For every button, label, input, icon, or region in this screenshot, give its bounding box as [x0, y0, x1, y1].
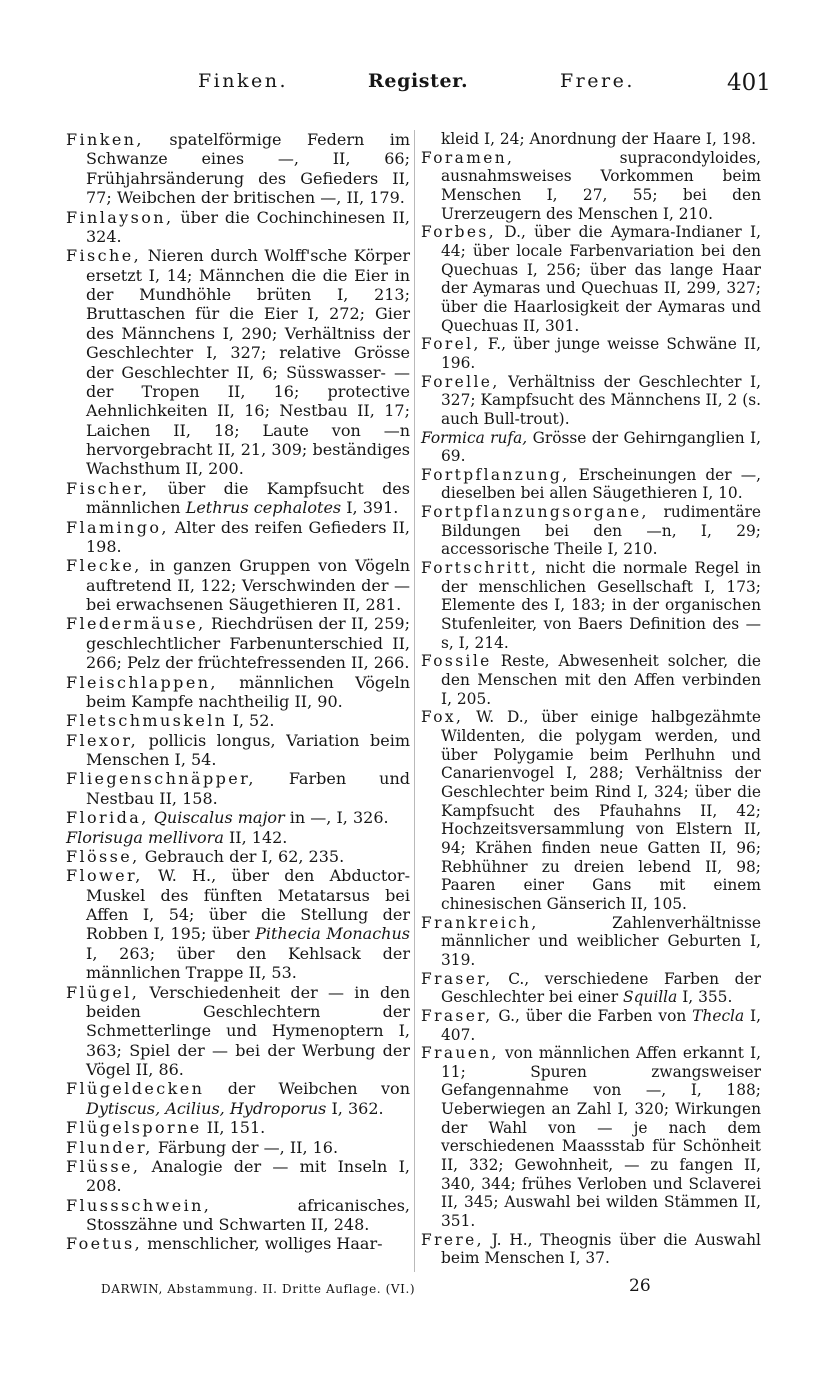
entry-headword: Foetus, — [66, 1234, 143, 1254]
entry-text: spatelförmige Federn im Schwanze eines —, II, 66; Frühjahrsänderung des Gefieders II, 77; Weibchen der britischen —, II, 179. — [86, 130, 410, 208]
page-number: 401 — [727, 70, 771, 96]
entry-text: Zahlenverhältnisse männlicher und weiblicher Geburten I, 319. — [441, 913, 761, 969]
entry-headword: Fox, — [421, 708, 464, 727]
signature-mark: 26 — [629, 1276, 651, 1296]
entry-text: C., verschiedene Farben der Geschlechter bei einer — [441, 969, 761, 1007]
entry-text: G., über die Farben von — [498, 1006, 687, 1025]
entry-text: supracondyloides, ausnahmsweises Vorkommen beim Menschen I, 27, 55; bei den Urerzeugern des Menschen I, 210. — [441, 148, 761, 223]
index-entry — [66, 769, 410, 808]
entry-text: I, 52. — [232, 711, 275, 731]
entry-text: über die Kampfsucht des männlichen — [86, 478, 410, 518]
index-entry — [421, 429, 761, 466]
entry-text: africanisches, Stosszähne und Schwarten II, 248. — [86, 1195, 410, 1234]
entry-text: Grösse der Gehirnganglien I, 69. — [441, 428, 761, 466]
running-head-title: Register. — [368, 70, 469, 92]
entry-text: Farben und Nestbau II, 158. — [86, 769, 410, 808]
entry-text-tail: I, 407. — [441, 1006, 761, 1044]
entry-text: männlichen Vögeln beim Kampfe nachtheilig II, 90. — [86, 672, 410, 711]
index-entry — [421, 1231, 761, 1268]
entry-headword: Flösse, — [66, 846, 140, 866]
entry-text: menschlicher, wolliges Haar- — [147, 1234, 383, 1254]
entry-headword: Fletschmuskeln — [66, 711, 228, 731]
entry-headword: Fraser, — [421, 969, 493, 988]
running-head-left: Finken. — [198, 70, 289, 92]
index-entry — [66, 847, 410, 866]
entry-text-tail: I, 391. — [346, 498, 399, 518]
index-entry — [66, 518, 410, 557]
index-entry — [66, 1157, 410, 1196]
index-entry — [66, 208, 410, 247]
entry-text: nicht die normale Regel in der menschlichen Gesellschaft I, 173; Elemente des I, 183; in der organischen Stufenleiter, von Baers Definition des —s, I, 214. — [441, 559, 761, 652]
entry-headword: Flexor, — [66, 730, 139, 750]
entry-headword: Flamingo, — [66, 517, 169, 537]
entry-text-tail: I, 355. — [682, 988, 733, 1007]
entry-headword: Forel, — [421, 335, 481, 354]
footer-imprint: DARWIN, Abstammung. II. Dritte Auflage. (VI.) — [101, 1282, 416, 1296]
entry-text-tail: I, 263; über den Kehlsack der männlichen Trappe II, 53. — [86, 943, 410, 983]
index-entry — [421, 130, 761, 149]
index-entry — [66, 1079, 410, 1118]
index-entry — [66, 246, 410, 479]
index-entry — [421, 914, 761, 970]
entry-italic: Squilla — [623, 988, 678, 1007]
index-entry — [66, 808, 410, 827]
entry-headword: Frankreich, — [421, 913, 539, 932]
entry-italic: Thecla — [692, 1006, 745, 1025]
entry-headword: Forelle, — [421, 372, 500, 391]
index-entry — [421, 652, 761, 708]
entry-text-tail: in —, I, 326. — [289, 808, 389, 828]
index-entry — [66, 556, 410, 614]
entry-text: von männlichen Affen erkannt I, 11; Spuren zwangsweiser Gefangennahme von —, I, 188; Ueberwiegen an Zahl I, 320; Wirkungen der Wahl von — je nach dem verschiedenen Maassstab für Schönheit II, 332; Gewohnheit, — zu fangen II, 340, 344; frühes Verloben und Sclaverei II, 345; Auswahl bei wilden Stämmen II, 351. — [441, 1044, 761, 1231]
entry-text: Reste, Abwesenheit solcher, die den Menschen mit den Affen verbinden I, 205. — [441, 652, 761, 708]
index-entry — [421, 559, 761, 652]
entry-italic: Pithecia Monachus — [255, 924, 410, 944]
entry-text: Analogie der — mit Inseln I, 208. — [86, 1156, 410, 1196]
index-entry — [66, 711, 410, 730]
entry-headword: Flecke, — [66, 556, 142, 576]
index-entry — [421, 149, 761, 224]
index-entry — [421, 373, 761, 429]
entry-text: Verschiedenheit der — in den beiden Geschlechtern der Schmetterlinge und Hymenoptern I, 363; Spiel der — bei der Werbung der Vögel II, 86. — [86, 982, 410, 1079]
index-entry — [66, 983, 410, 1080]
entry-headword: Flügeldecken — [66, 1079, 205, 1099]
index-entry — [66, 479, 410, 518]
entry-headword: Fortschritt, — [421, 559, 539, 578]
index-entry — [66, 731, 410, 770]
entry-headword: Flügel, — [66, 982, 140, 1002]
entry-text: II, 151. — [206, 1118, 266, 1138]
index-entry — [66, 1234, 410, 1253]
entry-headword: Foramen, — [421, 148, 515, 167]
entry-italic: Lethrus cephalotes — [185, 498, 342, 518]
index-entry — [421, 1007, 761, 1044]
column-divider — [414, 130, 415, 1272]
index-column-left — [66, 130, 410, 1254]
entry-text: Alter des reifen Gefieders II, 198. — [86, 517, 410, 556]
index-entry — [66, 130, 410, 208]
entry-text: pollicis longus, Variation beim Menschen I, 54. — [86, 730, 410, 769]
entry-text: der Weibchen von — [227, 1079, 410, 1099]
entry-headword-italic: Florisuga mellivora — [66, 827, 224, 847]
entry-text: Verhältniss der Geschlechter I, 327; Kampfsucht des Männchens II, 2 (s. auch Bull-trout). — [441, 372, 761, 428]
entry-headword-italic: Formica rufa, — [421, 428, 528, 447]
index-entry — [421, 970, 761, 1007]
entry-headword: Fledermäuse, — [66, 614, 206, 634]
entry-headword: Fleischlappen, — [66, 672, 218, 692]
entry-text: rudimentäre Bildungen bei den —n, I, 29; accessorische Theile I, 210. — [441, 503, 761, 559]
running-head-right: Frere. — [560, 70, 635, 92]
entry-text-tail: I, 362. — [331, 1098, 384, 1118]
entry-headword: Finlayson, — [66, 207, 174, 227]
entry-text: Erscheinungen der —, dieselben bei allen Säugethieren I, 10. — [441, 465, 761, 503]
entry-italic: Quiscalus major — [153, 808, 285, 828]
index-entry — [421, 466, 761, 503]
entry-headword: Fraser, — [421, 1006, 493, 1025]
entry-headword: Flunder, — [66, 1137, 153, 1157]
entry-text: W. H., über den Abductor-Muskel des fünften Metatarsus bei Affen I, 54; über die Stellung der Robben I, 195; über — [86, 866, 410, 944]
index-entry — [421, 503, 761, 559]
entry-headword: Flügelsporne — [66, 1118, 202, 1138]
index-entry — [66, 1118, 410, 1137]
index-entry — [66, 614, 410, 672]
index-entry — [421, 335, 761, 372]
index-entry — [421, 1044, 761, 1231]
entry-text: Gebrauch der I, 62, 235. — [144, 846, 345, 866]
index-entry — [66, 828, 410, 847]
entry-headword: Fossile — [421, 652, 492, 671]
entry-headword: Flüsse, — [66, 1156, 141, 1176]
index-entry — [66, 866, 410, 982]
entry-italic: Dytiscus, Acilius, Hydroporus — [86, 1098, 327, 1118]
index-entry — [66, 1196, 410, 1235]
entry-headword: Fische, — [66, 246, 142, 266]
entry-headword: Flower, — [66, 866, 143, 886]
entry-text: Nieren durch Wolff'sche Körper ersetzt I, 14; Männchen die die Eier in der Mundhöhle brüten I, 213; Bruttaschen für die Eier I, 272; Gier des Männchens I, 290; Verhältniss der Geschlechter I, 327; relative Grösse der Geschlechter II, 6; Süsswasser- — der Tropen II, 16; protective Aehnlichkeiten II, 16; Nestbau II, 17; Laichen II, 18; Laute von —n hervorgebracht II, 21, 309; beständiges Wachsthum II, 200. — [86, 246, 410, 479]
entry-text: W. D., über einige halbgezähmte Wildenten, die polygam werden, und über Polygamie beim Perlhuhn und Canarienvogel I, 288; Verhältniss der Geschlechter beim Rind I, 324; über die Kampfsucht des Pfauhahns II, 42; Hochzeitsversammlung von Elstern II, 94; Krähen finden neue Gatten II, 96; Rebhühner zu dreien lebend II, 98; Paaren einer Gans mit einem chinesischen Gänserich II, 105. — [441, 708, 761, 913]
entry-headword: Florida, — [66, 808, 149, 828]
entry-headword: Flussschwein, — [66, 1195, 212, 1215]
entry-text: Riechdrüsen der II, 259; geschlechtlicher Farbenunterschied II, 266; Pelz der früchtefressenden II, 266. — [86, 614, 410, 673]
index-entry — [421, 708, 761, 913]
entry-headword: Fortpflanzung, — [421, 465, 570, 484]
entry-text: kleid I, 24; Anordnung der Haare I, 198. — [441, 130, 757, 148]
entry-text: D., über die Aymara-Indianer I, 44; über locale Farbenvariation bei den Quechuas I, 256; über das lange Haar der Aymaras und Quechuas II, 299, 327; über die Haarlosigkeit der Aymaras und Quechuas II, 301. — [441, 223, 761, 335]
index-entry — [66, 673, 410, 712]
entry-headword: Fortpflanzungsorgane, — [421, 503, 649, 522]
entry-headword: Fliegenschnäpper, — [66, 769, 256, 789]
entry-text: F., über junge weisse Schwäne II, 196. — [441, 335, 761, 372]
entry-headword: Frauen, — [421, 1044, 499, 1063]
entry-text: in ganzen Gruppen von Vögeln auftretend II, 122; Verschwinden der — bei erwachsenen Säugethieren II, 281. — [86, 556, 410, 614]
entry-headword: Frere, — [421, 1230, 484, 1249]
entry-headword: Fischer, — [66, 478, 150, 498]
index-column-right — [421, 130, 761, 1268]
index-entry — [66, 1138, 410, 1157]
entry-text: über die Cochinchinesen II, 324. — [86, 207, 410, 246]
entry-headword: Finken, — [66, 130, 144, 149]
entry-headword: Forbes, — [421, 223, 497, 242]
entry-text: Färbung der —, II, 16. — [157, 1137, 339, 1157]
index-entry — [421, 223, 761, 335]
entry-text: II, 142. — [228, 827, 288, 847]
entry-text: J. H., Theognis über die Auswahl beim Menschen I, 37. — [441, 1230, 761, 1268]
